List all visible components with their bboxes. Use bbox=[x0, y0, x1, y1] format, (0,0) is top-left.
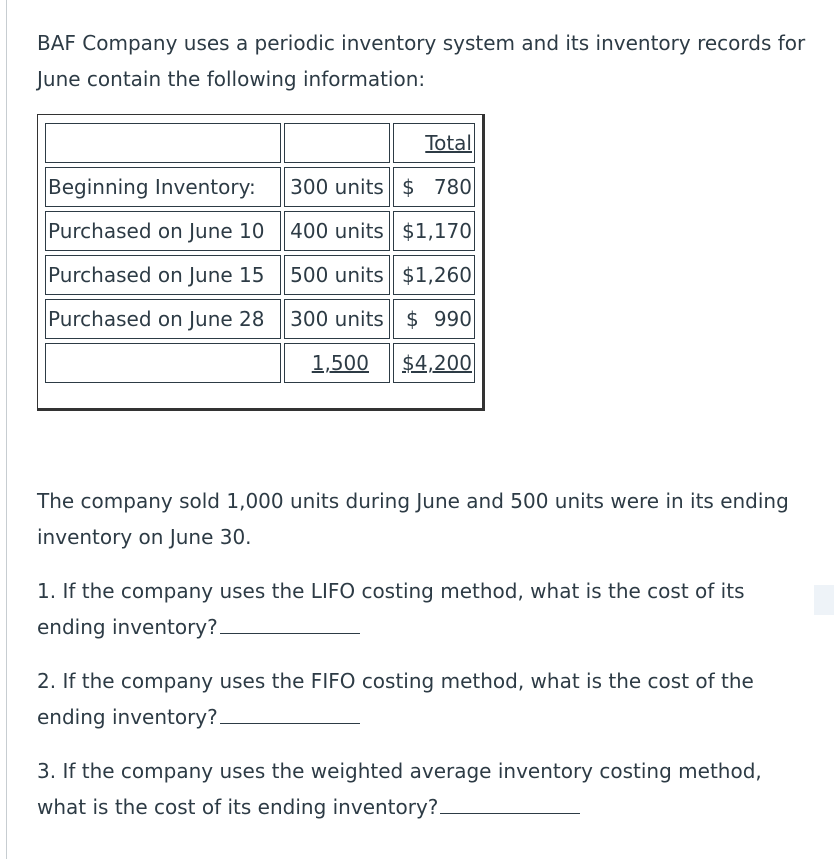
row-amount: 780 bbox=[433, 175, 472, 199]
table-row bbox=[45, 255, 475, 295]
header-cell-total: Total bbox=[393, 123, 475, 163]
row-label: Beginning Inventory: bbox=[45, 167, 281, 207]
row-currency: $ bbox=[402, 175, 415, 199]
row-amount: $1,170 bbox=[393, 211, 475, 251]
totals-amount: $4,200 bbox=[393, 343, 475, 383]
table-row bbox=[45, 167, 475, 207]
row-currency: $ bbox=[406, 307, 419, 331]
answer-blank-3[interactable] bbox=[440, 812, 580, 814]
row-amount: 990 bbox=[433, 307, 472, 331]
row-amount: $1,260 bbox=[393, 255, 475, 295]
question-2-text: 2. If the company uses the FIFO costing method, what is the cost of the ending inventory? bbox=[37, 669, 754, 729]
answer-blank-2[interactable] bbox=[220, 722, 360, 724]
inventory-table bbox=[42, 119, 478, 387]
row-label: Purchased on June 28 bbox=[45, 299, 281, 339]
header-cell-units bbox=[284, 123, 390, 163]
answer-blank-1[interactable] bbox=[220, 632, 360, 634]
question-2 bbox=[37, 663, 797, 735]
question-1-text: 1. If the company uses the LIFO costing method, what is the cost of its ending inventory? bbox=[37, 579, 745, 639]
question-1 bbox=[37, 573, 797, 645]
header-cell-label bbox=[45, 123, 281, 163]
totals-label bbox=[45, 343, 281, 383]
question-3-text: 3. If the company uses the weighted average inventory costing method, what is the cost of its ending inventory? bbox=[37, 759, 762, 819]
row-label: Purchased on June 10 bbox=[45, 211, 281, 251]
row-amount-cell bbox=[393, 167, 475, 207]
question-3 bbox=[37, 753, 817, 825]
row-amount-cell bbox=[393, 299, 475, 339]
table-row bbox=[45, 299, 475, 339]
row-units: 300 units bbox=[284, 299, 390, 339]
left-border-rule bbox=[6, 0, 7, 859]
table-header-row bbox=[45, 123, 475, 163]
row-label: Purchased on June 15 bbox=[45, 255, 281, 295]
row-units: 500 units bbox=[284, 255, 390, 295]
table-row bbox=[45, 211, 475, 251]
inventory-table-frame bbox=[37, 114, 485, 411]
totals-units: 1,500 bbox=[284, 343, 390, 383]
row-units: 300 units bbox=[284, 167, 390, 207]
table-totals-row bbox=[45, 343, 475, 383]
intro-paragraph: BAF Company uses a periodic inventory system and its inventory records for June contain the following information: bbox=[37, 31, 806, 91]
scroll-stub bbox=[814, 585, 834, 615]
sold-paragraph: The company sold 1,000 units during June and 500 units were in its ending inventory on June 30. bbox=[37, 489, 789, 549]
row-units: 400 units bbox=[284, 211, 390, 251]
